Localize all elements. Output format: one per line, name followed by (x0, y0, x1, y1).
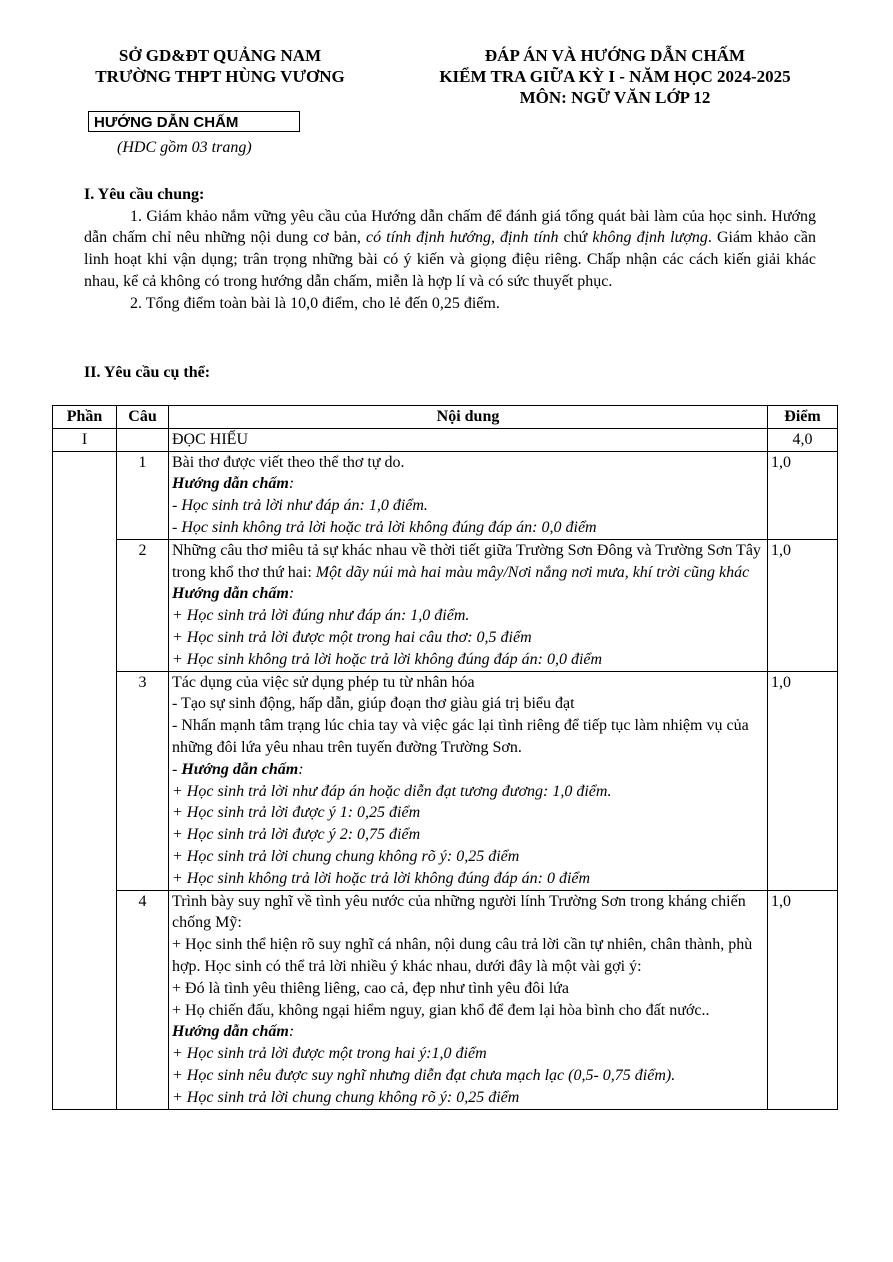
guide-item: + Học sinh không trả lời hoặc trả lời không đúng đáp án: 0,0 điểm (172, 650, 603, 668)
answer-text (172, 540, 764, 584)
guide-heading (172, 583, 764, 605)
school-header (55, 45, 385, 87)
question-number: 4 (117, 890, 169, 1109)
guide-item: + Học sinh nêu được suy nghĩ nhưng diễn đạt chưa mạch lạc (0,5- 0,75 điểm). (172, 1066, 676, 1084)
grading-table (52, 405, 838, 1110)
question-score: 1,0 (768, 451, 838, 539)
guide-item: + Học sinh trả lời chung chung không rõ ý: 0,25 điểm (172, 847, 520, 865)
question-content (169, 451, 768, 539)
answer-text: Tác dụng của việc sử dụng phép tu từ nhân hóa (172, 673, 475, 691)
paragraph-italic: không định lượng (592, 229, 708, 247)
exam-header (400, 45, 830, 108)
answer-quote: Một dãy núi mà hai màu mây/Nơi nắng nơi mưa, khí trời cũng khác (315, 563, 750, 581)
col-header-question: Câu (117, 406, 169, 429)
paragraph-text: . Giám khảo cần linh hoạt khi vận dụng; trân trọng những bài có ý kiến và giọng điệu riêng. Chấp nhận các cách kiến giải khác nhau, kể cả không có trong hướng dẫn chấm, miễn là hợp lí và có sức thuyết phục. (84, 229, 816, 290)
part-score: 4,0 (768, 428, 838, 451)
answer-text: Trình bày suy nghĩ về tình yêu nước của những người lính Trường Sơn trong kháng chiến chống Mỹ: (172, 892, 746, 932)
table-row (53, 890, 838, 1109)
guide-colon: : (288, 585, 295, 603)
section-1-title: I. Yêu cầu chung: (84, 186, 205, 203)
answer-point: + Họ chiến đấu, không ngại hiểm nguy, gian khổ để đem lại hòa bình cho đất nước.. (172, 1001, 710, 1019)
question-score: 1,0 (768, 890, 838, 1109)
col-header-score: Điểm (768, 406, 838, 429)
question-score: 1,0 (768, 671, 838, 890)
exam-name: KIỂM TRA GIỮA KỲ I - NĂM HỌC 2024-2025 (439, 67, 791, 86)
part-row (53, 428, 838, 451)
answer-point: - Tạo sự sinh động, hấp dẫn, giúp đoạn thơ giàu giá trị biểu đạt (172, 695, 575, 713)
question-score: 1,0 (768, 539, 838, 671)
general-requirements (84, 184, 816, 314)
part-title: ĐỌC HIỂU (169, 428, 768, 451)
question-content (169, 890, 768, 1109)
guide-item: - Học sinh trả lời như đáp án: 1,0 điểm. (172, 497, 428, 515)
guide-item: + Học sinh trả lời được ý 1: 0,25 điểm (172, 804, 421, 822)
page-count-note: (HDC gồm 03 trang) (117, 139, 252, 156)
document-title: ĐÁP ÁN VÀ HƯỚNG DẪN CHẤM (484, 46, 746, 65)
empty-cell (117, 428, 169, 451)
answer-text: Bài thơ được viết theo thể thơ tự do. (172, 453, 405, 471)
paragraph-text: 1. Giám khảo nắm vững yêu cầu của Hướng dẫn chấm để đánh giá tổng quát bài làm của học sinh. Hướng dẫn chấm chỉ nêu những nội dung cơ bản, (84, 207, 816, 247)
department-name: SỞ GD&ĐT QUẢNG NAM (118, 46, 322, 65)
question-content (169, 539, 768, 671)
guide-item: + Học sinh trả lời như đáp án hoặc diễn đạt tương đương: 1,0 điểm. (172, 782, 612, 800)
col-header-part: Phần (53, 406, 117, 429)
guide-heading (172, 759, 764, 781)
guide-label-box: HƯỚNG DẪN CHẤM (88, 111, 300, 132)
guide-dash: - (172, 760, 182, 778)
school-name: TRƯỜNG THPT HÙNG VƯƠNG (95, 67, 345, 86)
guide-colon: : (298, 760, 304, 778)
paragraph-italic: có tính định hướng, định tính (365, 229, 559, 247)
section-2-title: II. Yêu cầu cụ thể: (84, 364, 211, 381)
question-content (169, 671, 768, 890)
subject-name: MÔN: NGỮ VĂN LỚP 12 (519, 88, 711, 107)
table-header-row (53, 406, 838, 429)
col-header-content: Nội dung (169, 406, 768, 429)
question-number: 2 (117, 539, 169, 671)
table-row (53, 671, 838, 890)
guide-label: Hướng dẫn chấm (172, 475, 289, 493)
guide-label: Hướng dẫn chấm (181, 760, 299, 778)
guide-item: + Học sinh trả lời được một trong hai câu thơ: 0,5 điểm (172, 628, 532, 646)
requirement-paragraph-1 (84, 206, 816, 293)
paragraph-text: chứ (558, 229, 593, 247)
answer-point: + Học sinh thể hiện rõ suy nghĩ cá nhân, nội dung câu trả lời cần tự nhiên, chân thành, phù hợp. Học sinh có thể trả lời nhiều ý khác nhau, dưới đây là một vài gợi ý: (172, 936, 753, 975)
answer-plain: Những câu thơ miêu tả sự khác nhau về thời tiết giữa Trường Sơn Đông và Trường Sơn Tây trong khổ thơ thứ hai: (172, 541, 761, 581)
guide-colon: : (288, 475, 295, 493)
guide-label: Hướng dẫn chấm (172, 585, 289, 603)
guide-item: - Học sinh không trả lời hoặc trả lời không đúng đáp án: 0,0 điểm (172, 518, 597, 536)
guide-heading (172, 1021, 764, 1043)
guide-item: + Học sinh không trả lời hoặc trả lời không đúng đáp án: 0 điểm (172, 869, 591, 887)
answer-point: + Đó là tình yêu thiêng liêng, cao cả, đẹp như tình yêu đôi lứa (172, 979, 569, 997)
part-cell-merged (53, 451, 117, 1109)
answer-point: - Nhấn mạnh tâm trạng lúc chia tay và việc gác lại tình riêng để tiếp tục làm nhiệm vụ của những đôi lứa yêu nhau trên tuyến đường Trường Sơn. (172, 717, 749, 756)
question-number: 3 (117, 671, 169, 890)
guide-label: Hướng dẫn chấm (172, 1023, 289, 1041)
guide-heading (172, 473, 764, 495)
guide-item: + Học sinh trả lời được ý 2: 0,75 điểm (172, 826, 421, 844)
table-row (53, 539, 838, 671)
guide-item: + Học sinh trả lời được một trong hai ý:1,0 điểm (172, 1045, 487, 1063)
requirement-paragraph-2: 2. Tổng điểm toàn bài là 10,0 điểm, cho lẻ đến 0,25 điểm. (130, 294, 500, 312)
guide-item: + Học sinh trả lời đúng như đáp án: 1,0 điểm. (172, 607, 470, 625)
part-number: I (53, 428, 117, 451)
table-row (53, 451, 838, 539)
guide-item: + Học sinh trả lời chung chung không rõ ý: 0,25 điểm (172, 1088, 520, 1106)
question-number: 1 (117, 451, 169, 539)
guide-colon: : (288, 1023, 295, 1041)
